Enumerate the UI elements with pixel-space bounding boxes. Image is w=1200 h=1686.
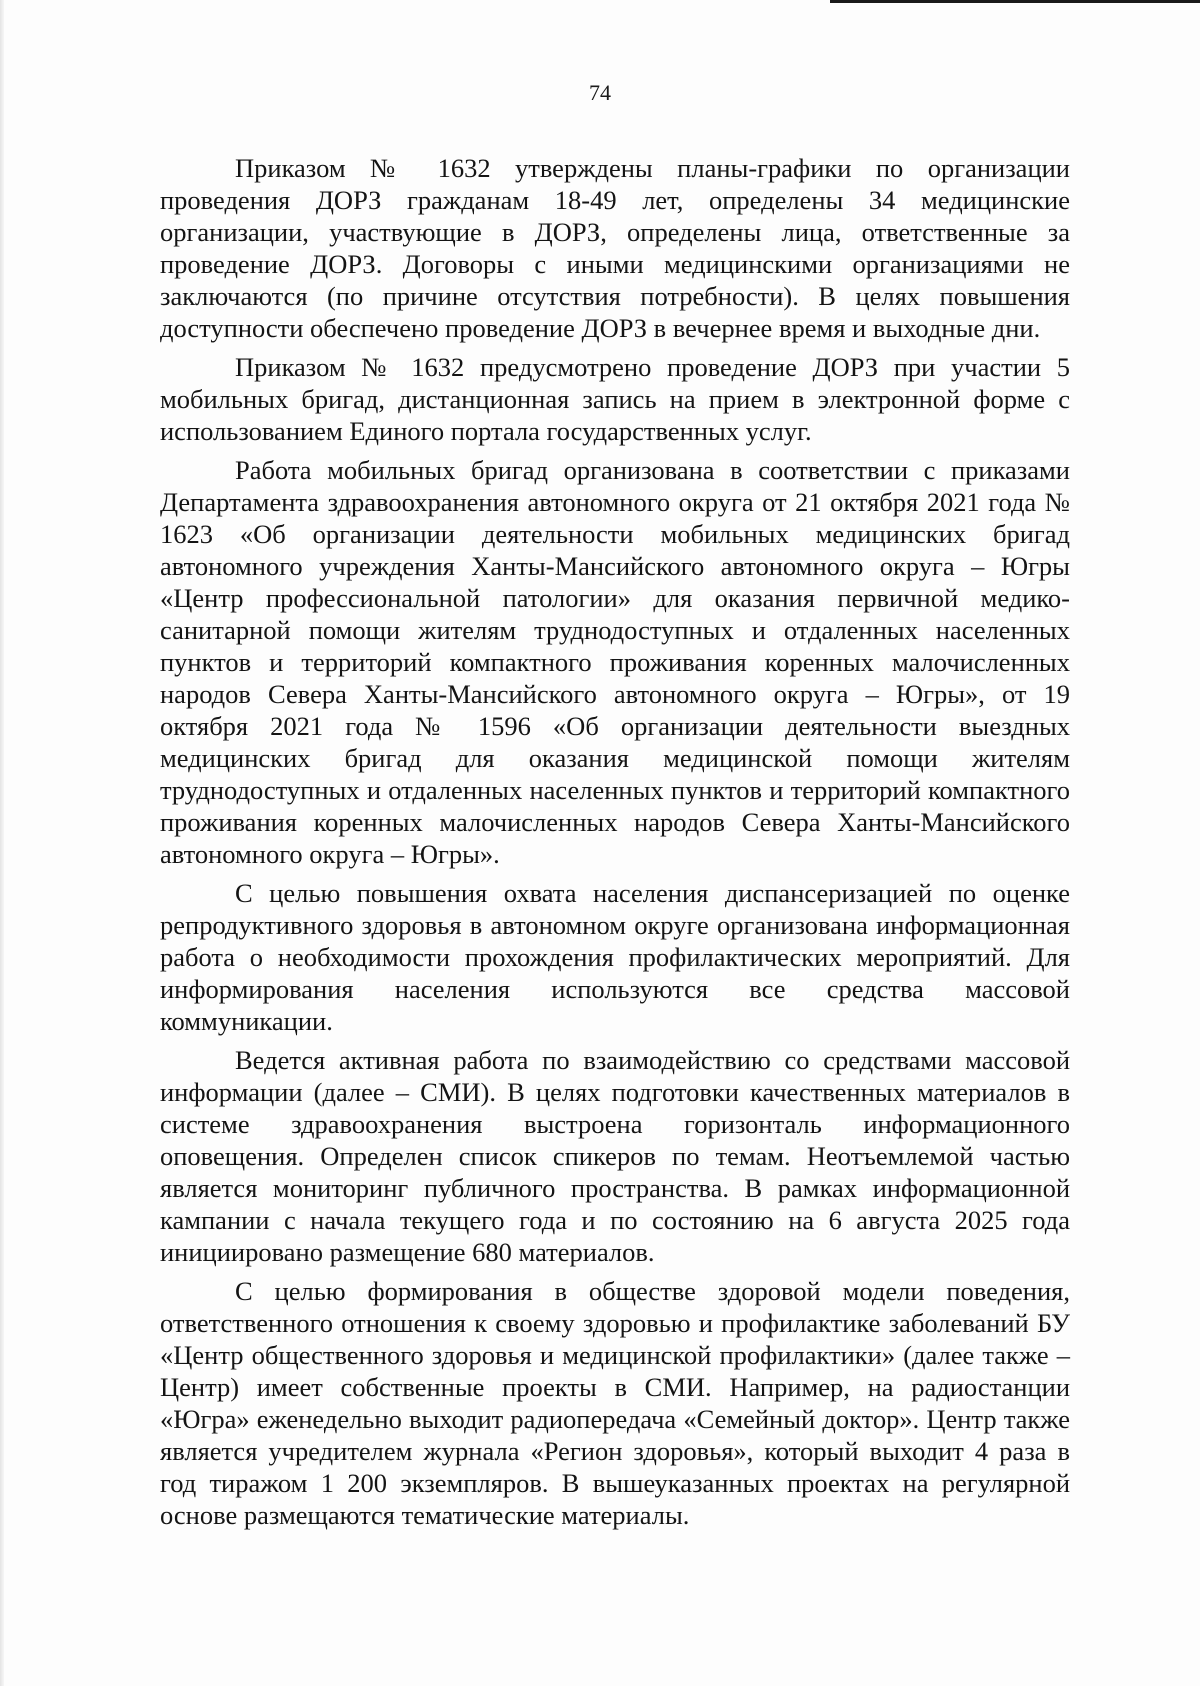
paragraph-6: С целью формирования в обществе здоровой модели поведения, ответственного отношения к своему здоровью и профилактике заболеваний БУ «Центр общественного здоровья и медицинской профилактики» (далее также – Центр) имеет собственные проекты в СМИ. Например, на радиостанции «Югра» еженедельно выходит радиопередача «Семейный доктор». Центр также является учредителем журнала «Регион здоровья», который выходит 4 раза в год тиражом 1 200 экземпляров. В вышеуказанных проектах на регулярной основе размещаются тематические материалы.: [160, 1276, 1070, 1530]
page-number: 74: [589, 80, 611, 105]
scan-edge-left: [0, 0, 4, 1686]
paragraph-2: Приказом № 1632 предусмотрено проведение ДОРЗ при участии 5 мобильных бригад, дистанционная запись на прием в электронной форме с использованием Единого портала государственных услуг.: [160, 352, 1070, 446]
paragraph-4: С целью повышения охвата населения диспансеризацией по оценке репродуктивного здоровья в автономном округе организована информационная работа о необходимости прохождения профилактических мероприятий. Для информирования населения используются все средства массовой коммуникации.: [160, 878, 1070, 1036]
scan-edge-top: [830, 0, 1200, 3]
paragraph-5: Ведется активная работа по взаимодействию со средствами массовой информации (далее – СМИ). В целях подготовки качественных материалов в системе здравоохранения выстроена горизонталь информационного оповещения. Определен список спикеров по темам. Неотъемлемой частью является мониторинг публичного пространства. В рамках информационной кампании с начала текущего года и по состоянию на 6 августа 2025 года инициировано размещение 680 материалов.: [160, 1045, 1070, 1267]
paragraph-3: Работа мобильных бригад организована в соответствии с приказами Департамента здравоохранения автономного округа от 21 октября 2021 года № 1623 «Об организации деятельности мобильных медицинских бригад автономного учреждения Ханты-Мансийского автономного округа – Югры «Центр профессиональной патологии» для оказания первичной медико-санитарной помощи жителям труднодоступных и отдаленных населенных пунктов и территорий компактного проживания коренных малочисленных народов Севера Ханты-Мансийского автономного округа – Югры», от 19 октября 2021 года № 1596 «Об организации деятельности выездных медицинских бригад для оказания медицинской помощи жителям труднодоступных и отдаленных населенных пунктов и территорий компактного проживания коренных малочисленных народов Севера Ханты-Мансийского автономного округа – Югры».: [160, 455, 1070, 869]
paragraph-1: Приказом № 1632 утверждены планы-графики по организации проведения ДОРЗ гражданам 18-49 лет, определены 34 медицинские организации, участвующие в ДОРЗ, определены лица, ответственные за проведение ДОРЗ. Договоры с иными медицинскими организациями не заключаются (по причине отсутствия потребности). В целях повышения доступности обеспечено проведение ДОРЗ в вечернее время и выходные дни.: [160, 153, 1070, 343]
document-body: [160, 152, 1070, 1538]
